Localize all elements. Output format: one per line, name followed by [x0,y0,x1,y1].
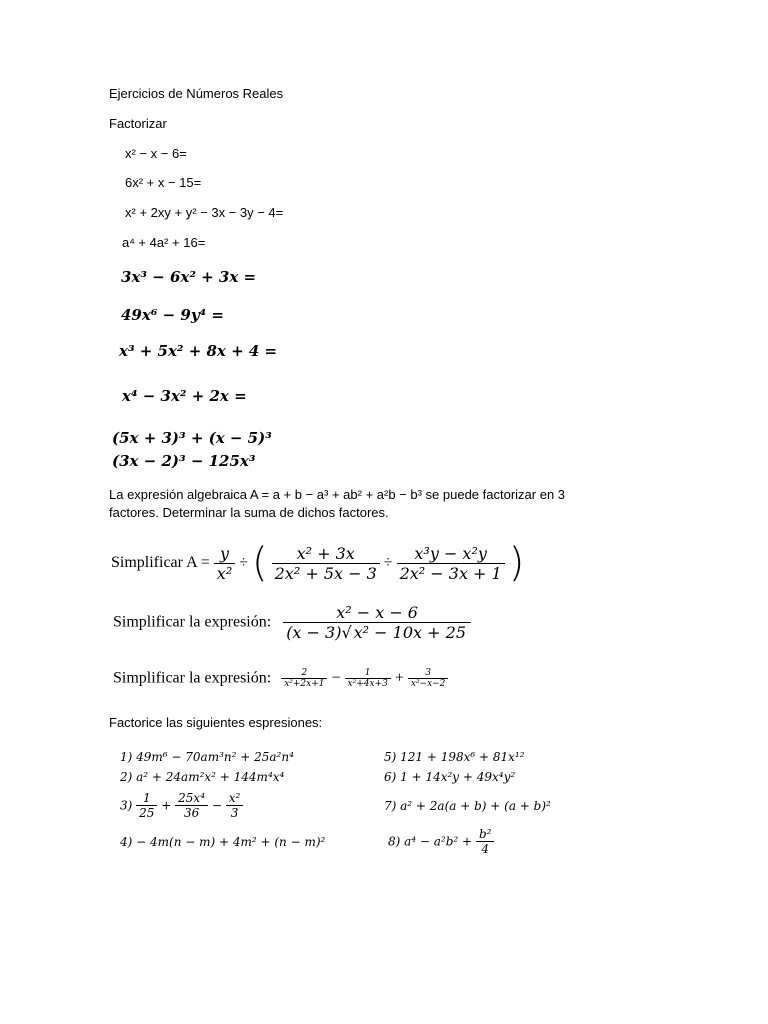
fraction-2-num: x² + 3x [272,544,380,564]
list-item-8-fraction [476,827,495,856]
exercise-2: 6x² + x − 15= [125,175,202,190]
list-item-3-fraction-2-den: 36 [183,806,200,820]
radical-fraction-num: x² − x − 6 [283,603,471,623]
divide-sign-1: ÷ [239,554,249,571]
minus-sign: − [331,669,341,687]
list-item-3-fraction-1 [136,791,157,820]
simplify-expression-label-1: Simplificar la expresión: [113,613,272,631]
exercise-8: x⁴ − 3x² + 2x = [122,387,247,405]
exercise-1: x² − x − 6= [125,146,187,161]
simplify-a [111,540,524,586]
list-item-8-fraction-num: b² [476,827,495,842]
list-item-3-fraction-3-num: x² [226,791,244,806]
plus-sign: + [394,669,404,687]
fraction-3 [397,544,505,583]
list-item-5: 5) 121 + 198x⁶ + 81x¹² [384,750,525,764]
divide-sign-2: ÷ [383,554,393,571]
small-fraction-1-num: 2 [281,668,327,679]
exercise-5: 3x³ − 6x² + 3x = [121,268,257,286]
exercise-6: 49x⁶ − 9y⁴ = [121,306,224,324]
list-item-3-fraction-2-num: 25x⁴ [175,791,208,806]
small-fraction-1-den: x²+2x+1 [284,679,325,689]
list-item-3-fraction-1-num: 1 [136,791,157,806]
list-item-4: 4) − 4m(n − m) + 4m² + (n − m)² [120,835,326,849]
fraction-2 [272,544,380,583]
right-paren: ) [508,540,525,586]
list-item-3-plus: + [161,798,172,813]
left-paren: ( [252,540,268,586]
fraction-3-den: 2x² − 3x + 1 [399,563,502,583]
list-item-3-fraction-3 [226,791,244,820]
radical-fraction [283,603,471,642]
small-fraction-3-den: x²−x−2 [410,679,446,689]
list-item-8-text: 8) a⁴ − a²b² + [388,834,473,849]
small-fraction-3-num: 3 [408,668,449,679]
exercise-3: x² + 2xy + y² − 3x − 3y − 4= [125,205,284,220]
list-item-7: 7) a² + 2a(a + b) + (a + b)² [384,799,551,813]
fraction-1-num: y [214,544,235,564]
exercise-7: x³ + 5x² + 8x + 4 = [119,342,278,360]
small-fraction-3 [408,668,449,689]
list-item-1: 1) 49m⁶ − 70am³n² + 25a²n⁴ [120,750,294,764]
section-factorice: Factorice las siguientes espresiones: [109,715,323,730]
list-item-3-fraction-3-den: 3 [230,806,239,820]
radical-prefix: (x − 3)√ [286,623,352,642]
fraction-2-den: 2x² + 5x − 3 [274,563,377,583]
simplify-expression-fractions [113,668,448,689]
fraction-1-den: x² [216,563,233,583]
radical-radicand: x² − 10x + 25 [353,623,466,642]
small-fraction-2-num: 1 [345,668,391,679]
exercise-4: a⁴ + 4a² + 16= [122,235,206,250]
simplify-a-label: Simplificar A = [111,554,210,571]
paragraph-line-2: factores. Determinar la suma de dichos factores. [109,505,389,520]
simplify-expression-radical [113,603,471,642]
page-title: Ejercicios de Números Reales [109,86,284,101]
list-item-3-fraction-2 [175,791,208,820]
small-fraction-2 [345,668,391,689]
list-item-8-fraction-den: 4 [481,842,489,856]
small-fraction-2-den: x²+4x+3 [347,679,388,689]
list-item-2: 2) a² + 24am²x² + 144m⁴x⁴ [120,770,285,784]
fraction-3-num: x³y − x²y [397,544,505,564]
exercise-10: (3x − 2)³ − 125x³ [112,452,256,470]
paragraph-line-1: La expresión algebraica A = a + b − a³ + ab² + a²b − b³ se puede factorizar en 3 [109,487,566,502]
list-item-3 [120,791,243,820]
small-fraction-1 [281,668,327,689]
section-factorizar: Factorizar [109,116,167,131]
radical-fraction-den [283,623,471,642]
list-item-3-fraction-1-den: 25 [139,806,155,820]
list-item-3-minus: − [211,798,222,813]
list-item-3-number: 3) [120,798,133,813]
list-item-8 [388,827,494,856]
list-item-6: 6) 1 + 14x²y + 49x⁴y² [384,770,516,784]
simplify-expression-label-2: Simplificar la expresión: [113,669,272,687]
exercise-9: (5x + 3)³ + (x − 5)³ [112,429,272,447]
fraction-1 [214,544,235,583]
